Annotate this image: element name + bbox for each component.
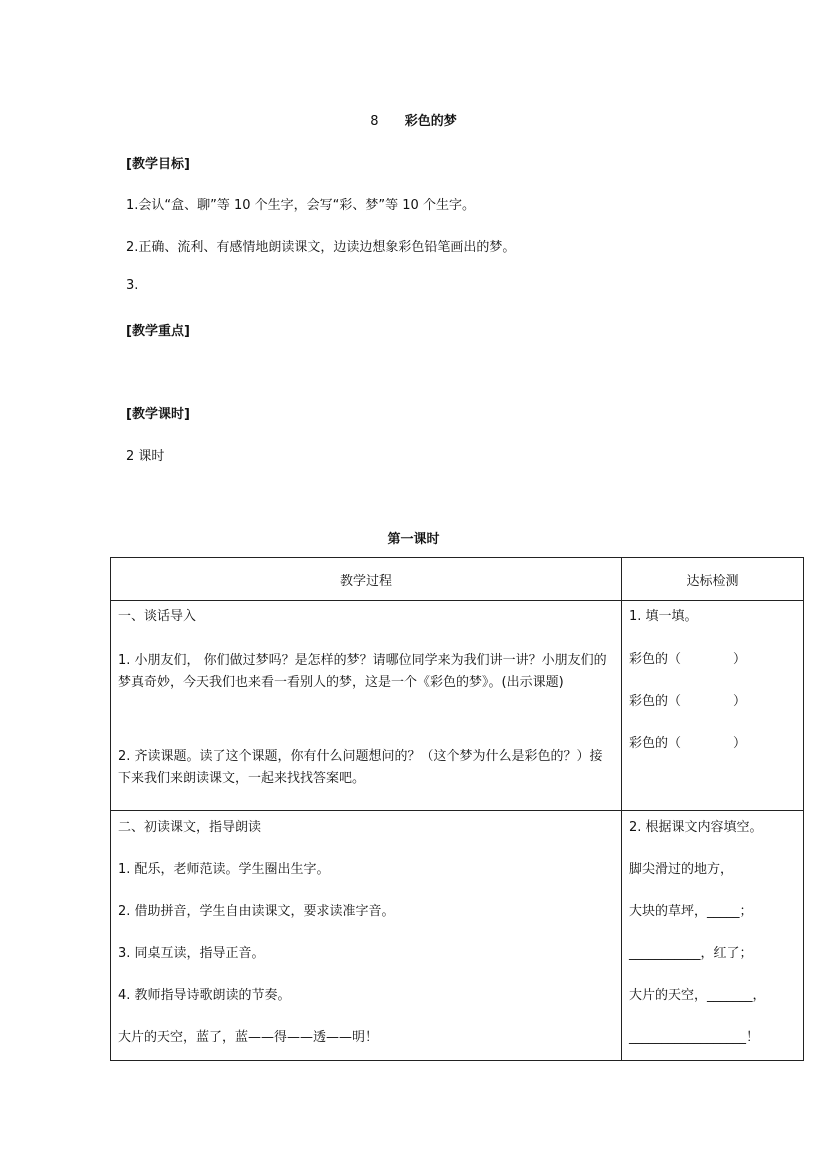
lesson-table — [110, 557, 804, 1061]
objective-item-3: 3. — [126, 278, 139, 293]
table-row — [111, 811, 804, 1061]
check-text: 2. 根据课文内容填空。 — [629, 820, 763, 835]
table-row — [111, 601, 804, 811]
lesson-number: 8 — [370, 114, 379, 129]
periods-value: 2 课时 — [126, 449, 165, 464]
check-text: 彩色的（ ） — [629, 652, 747, 667]
check-text: ___________，红了； — [629, 946, 753, 961]
header-process: 教学过程 — [111, 558, 622, 601]
objectives-heading: [教学目标] — [126, 157, 190, 172]
check-text: 脚尖滑过的地方， — [629, 862, 734, 877]
process-text: 3. 同桌互读，指导正音。 — [118, 946, 265, 961]
check-text: 彩色的（ ） — [629, 736, 747, 751]
process-text: 1. 小朋友们， 你们做过梦吗？是怎样的梦？请哪位同学来为我们讲一讲？小朋友们的梦真奇妙，今天我们也来看一看别人的梦，这是一个《彩色的梦》。(出示课题) — [118, 653, 607, 690]
check-text: __________________！ — [629, 1030, 760, 1045]
lesson-title: 彩色的梦 — [404, 114, 457, 129]
process-text: 大片的天空，蓝了，蓝——得——透——明！ — [118, 1030, 379, 1045]
key-points-heading: [教学重点] — [126, 324, 190, 339]
objective-item-1: 1.会认“盒、聊”等 10 个生字，会写“彩、梦”等 10 个生字。 — [126, 198, 475, 213]
process-text: 2. 齐读课题。读了这个课题，你有什么问题想问的？（这个梦为什么是彩色的？）接下来我们来朗读课文，一起来找找答案吧。 — [118, 749, 603, 786]
process-cell-1 — [111, 601, 622, 811]
process-text: 一、谈话导入 — [118, 609, 197, 624]
process-text: 2. 借助拼音，学生自由读课文，要求读准字音。 — [118, 904, 395, 919]
header-check: 达标检测 — [622, 558, 804, 601]
check-cell-1 — [622, 601, 804, 811]
process-text: 4. 教师指导诗歌朗读的节奏。 — [118, 988, 291, 1003]
check-text: 彩色的（ ） — [629, 694, 747, 709]
objective-item-2: 2.正确、流利、有感情地朗读课文，边读边想象彩色铅笔画出的梦。 — [126, 240, 516, 255]
process-cell-2 — [111, 811, 622, 1061]
check-text: 大片的天空，_______， — [629, 988, 766, 1003]
document-title — [0, 110, 827, 129]
lesson-heading: 第一课时 — [387, 532, 440, 547]
check-text: 大块的草坪，_____； — [629, 904, 753, 919]
check-text: 1. 填一填。 — [629, 609, 698, 624]
periods-heading: [教学课时] — [126, 407, 190, 422]
process-text: 1. 配乐，老师范读。学生圈出生字。 — [118, 862, 330, 877]
table-header-row — [111, 558, 804, 601]
check-cell-2 — [622, 811, 804, 1061]
process-text: 二、初读课文，指导朗读 — [118, 820, 262, 835]
